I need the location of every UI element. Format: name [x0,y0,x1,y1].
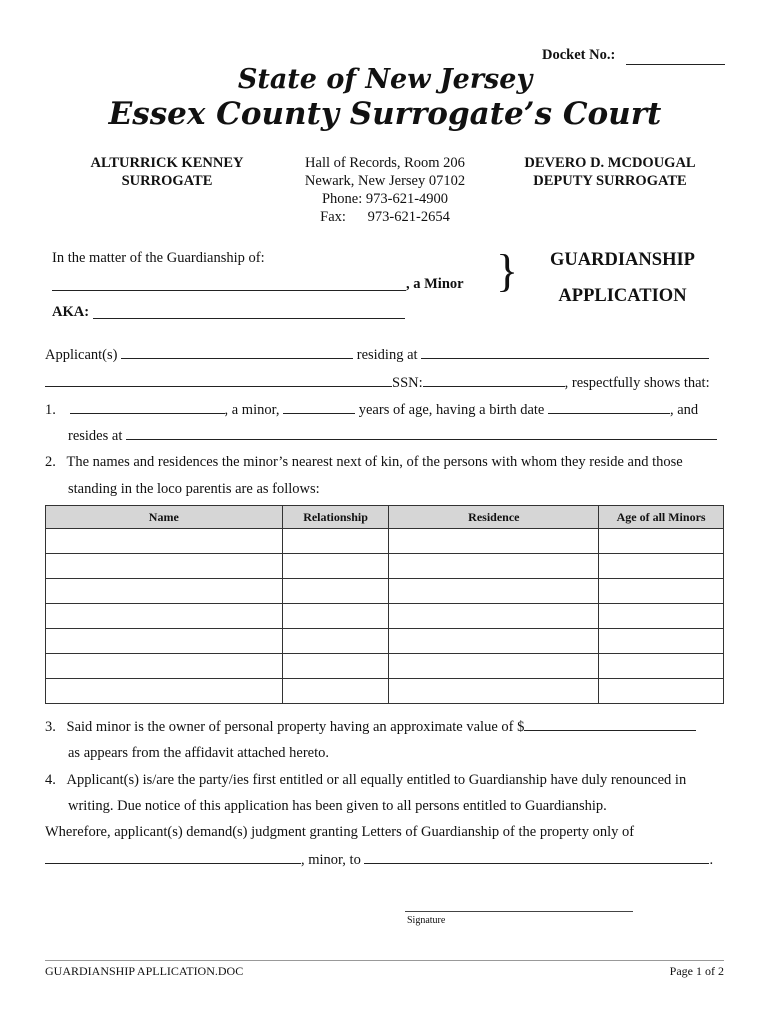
respectfully-shows-label: , respectfully shows that: [564,375,710,391]
minor-name-field[interactable] [52,278,406,291]
application-title-line1: GUARDIANSHIP [550,250,695,270]
cell-relationship[interactable] [282,604,389,629]
cell-name[interactable] [46,554,283,579]
wherefore-line [45,851,713,869]
applicants-label: Applicant(s) [45,347,118,363]
paragraph-4 [45,772,686,789]
p2-text-line2: standing in the loco parentis are as follows: [68,481,320,497]
p2-text-line1: The names and residences the minor’s nearest next of kin, of the persons with whom they reside and those [66,454,683,470]
cell-name[interactable] [46,604,283,629]
aka-field[interactable] [93,306,405,319]
cell-age[interactable] [599,579,724,604]
birth-date-field[interactable] [548,401,670,414]
p3-text-line2: as appears from the affidavit attached hereto. [68,745,330,761]
surrogate-name: ALTURRICK KENNEY [90,155,244,171]
p1-minor-label: , a minor, [224,402,280,418]
cell-residence[interactable] [389,679,599,704]
cell-age[interactable] [599,629,724,654]
cell-age[interactable] [599,679,724,704]
minor-residence-field[interactable] [126,427,717,440]
cell-relationship[interactable] [282,679,389,704]
next-of-kin-table [45,505,724,704]
minor-name-p1-field[interactable] [70,401,225,414]
cell-residence[interactable] [389,629,599,654]
brace-symbol: } [496,245,519,296]
table-row [46,629,724,654]
p3-number: 3. [45,719,56,735]
surrogate-role: SURROGATE [121,173,213,189]
footer-filename: GUARDIANSHIP APLLICATION.DOC [45,964,244,978]
minor-name-wherefore-field[interactable] [45,851,301,864]
col-header-residence: Residence [389,506,599,529]
signature-label: Signature [407,915,446,926]
table-header-row [46,506,724,529]
cell-age[interactable] [599,529,724,554]
deputy-surrogate-role: DEPUTY SURROGATE [533,173,687,189]
cell-residence[interactable] [389,654,599,679]
cell-age[interactable] [599,654,724,679]
p3-text-line1: Said minor is the owner of personal property having an approximate value of $ [66,719,525,735]
cell-residence[interactable] [389,604,599,629]
applicant-line [45,346,709,364]
minor-to-label: , minor, to [301,852,361,868]
deputy-surrogate-name: DEVERO D. MCDOUGAL [524,155,696,171]
table-row [46,679,724,704]
period: . [709,852,714,868]
cell-relationship[interactable] [282,529,389,554]
cell-residence[interactable] [389,579,599,604]
application-title-line2: APPLICATION [558,286,687,306]
paragraph-1 [45,401,698,419]
cell-relationship[interactable] [282,554,389,579]
wherefore-text: Wherefore, applicant(s) demand(s) judgment granting Letters of Guardianship of the property only of [45,824,635,840]
p4-number: 4. [45,772,56,788]
cell-relationship[interactable] [282,629,389,654]
cell-age[interactable] [599,554,724,579]
address-line2: Newark, New Jersey 07102 [304,173,466,189]
cell-relationship[interactable] [282,654,389,679]
cell-residence[interactable] [389,529,599,554]
table-row [46,654,724,679]
cell-name[interactable] [46,654,283,679]
aka-label: AKA: [52,304,90,320]
a-minor-label: , a Minor [406,276,464,292]
table-row [46,579,724,604]
p4-text-line1: Applicant(s) is/are the party/ies first entitled or all equally entitled to Guardianship have duly renounced in [66,772,687,788]
property-value-field[interactable] [524,718,696,731]
p1-and-label: , and [669,402,699,418]
ssn-field[interactable] [423,374,565,387]
cell-name[interactable] [46,629,283,654]
p1-resides-label: resides at [68,428,123,444]
cell-residence[interactable] [389,554,599,579]
table-row [46,529,724,554]
p1-number: 1. [45,402,56,418]
footer-page-number: Page 1 of 2 [669,964,724,978]
ssn-line [45,374,710,392]
applicant-address-continued-field[interactable] [45,374,392,387]
table-row [46,604,724,629]
cell-name[interactable] [46,579,283,604]
paragraph-2 [45,454,683,471]
col-header-relationship: Relationship [282,506,389,529]
col-header-age: Age of all Minors [599,506,724,529]
cell-relationship[interactable] [282,579,389,604]
paragraph-3 [45,718,696,736]
table-row [46,554,724,579]
p4-text-line2: writing. Due notice of this application has been given to all persons entitled to Guardianship. [68,798,607,814]
matter-intro: In the matter of the Guardianship of: [52,250,265,266]
minor-age-field[interactable] [283,401,355,414]
residing-label: residing at [356,347,418,363]
cell-age[interactable] [599,604,724,629]
address-line1: Hall of Records, Room 206 [305,155,465,171]
ssn-label: SSN: [392,375,423,391]
applicant-names-field[interactable] [121,346,353,359]
p1-years-label: years of age, having a birth date [358,402,545,418]
signature-line[interactable] [405,911,633,912]
col-header-name: Name [46,506,283,529]
phone-number: Phone: 973-621-4900 [321,191,449,207]
footer-divider [45,960,724,961]
cell-name[interactable] [46,679,283,704]
docket-label: Docket No.: [542,47,616,63]
guardian-name-field[interactable] [364,851,709,864]
paragraph-1-resides [68,427,717,445]
p2-number: 2. [45,454,56,470]
court-title: Essex County Surrogate’s Court [108,96,662,132]
applicant-address-field[interactable] [421,346,709,359]
fax-number: Fax: 973-621-2654 [320,209,450,225]
state-title: State of New Jersey [237,64,533,95]
cell-name[interactable] [46,529,283,554]
